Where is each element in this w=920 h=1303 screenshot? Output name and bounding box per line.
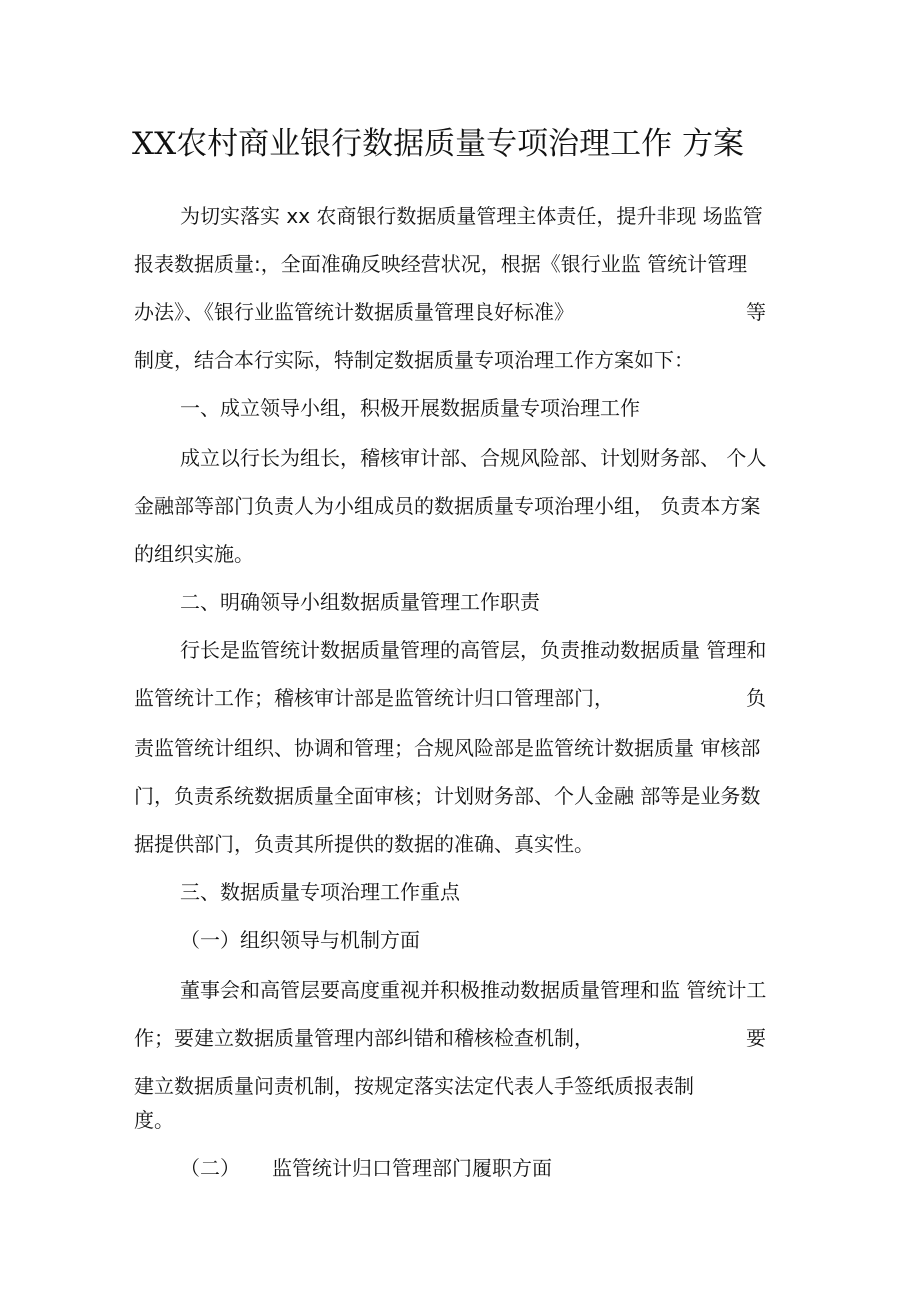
paragraph-4-line-2: 作；要建立数据质量管理内部纠错和稽核检查机制， xyxy=(134,1026,594,1050)
paragraph-1-line-3-tail: 等 xyxy=(746,300,766,324)
paragraph-3-line-4: 门，负责系统数据质量全面审核；计划财务部、个人金融 部等是业务数 xyxy=(134,784,761,808)
paragraph-1-line-2: 报表数据质量:，全面准确反映经营状况，根据《银行业监 管统计管理 xyxy=(134,252,748,276)
paragraph-1-line-1: 为切实落实 xx 农商银行数据质量管理主体责任，提升非现 场监管 xyxy=(180,204,763,228)
document-title: XX农村商业银行数据质量专项治理工作 方案 xyxy=(132,126,744,162)
section-heading-2: 二、明确领导小组数据质量管理工作职责 xyxy=(180,590,540,614)
paragraph-3-line-3: 责监管统计组织、协调和管理；合规风险部是监管统计数据质量 审核部 xyxy=(134,736,761,760)
subsection-heading-3-2-number: （二） xyxy=(180,1156,240,1180)
paragraph-4-line-1: 董事会和高管层要高度重视并积极推动数据质量管理和监 管统计工 xyxy=(180,978,767,1002)
section-heading-1: 一、成立领导小组，积极开展数据质量专项治理工作 xyxy=(180,396,640,420)
paragraph-4-line-2-tail: 要 xyxy=(746,1026,766,1050)
paragraph-2-line-2: 金融部等部门负责人为小组成员的数据质量专项治理小组， 负责本方案 xyxy=(134,494,761,518)
paragraph-4-line-4: 度。 xyxy=(134,1108,174,1132)
subsection-heading-3-1: （一）组织领导与机制方面 xyxy=(180,928,420,952)
paragraph-1-line-3: 办法》、《银行业监管统计数据质量管理良好标准》 xyxy=(134,300,574,324)
subsection-heading-3-2-text: 监管统计归口管理部门履职方面 xyxy=(272,1156,552,1180)
paragraph-3-line-2: 监管统计工作；稽核审计部是监管统计归口管理部门， xyxy=(134,686,614,710)
paragraph-3-line-1: 行长是监管统计数据质量管理的高管层，负责推动数据质量 管理和 xyxy=(180,638,767,662)
paragraph-4-line-3: 建立数据质量问责机制，按规定落实法定代表人手签纸质报表制 xyxy=(134,1074,694,1098)
paragraph-2-line-1: 成立以行长为组长，稽核审计部、合规风险部、计划财务部、 个人 xyxy=(180,446,767,470)
paragraph-2-line-3: 的组织实施。 xyxy=(134,542,254,566)
paragraph-3-line-2-tail: 负 xyxy=(746,686,766,710)
paragraph-1-line-4: 制度，结合本行实际，特制定数据质量专项治理工作方案如下： xyxy=(134,348,694,372)
paragraph-3-line-5: 据提供部门，负责其所提供的数据的准确、真实性。 xyxy=(134,832,594,856)
section-heading-3: 三、数据质量专项治理工作重点 xyxy=(180,880,460,904)
